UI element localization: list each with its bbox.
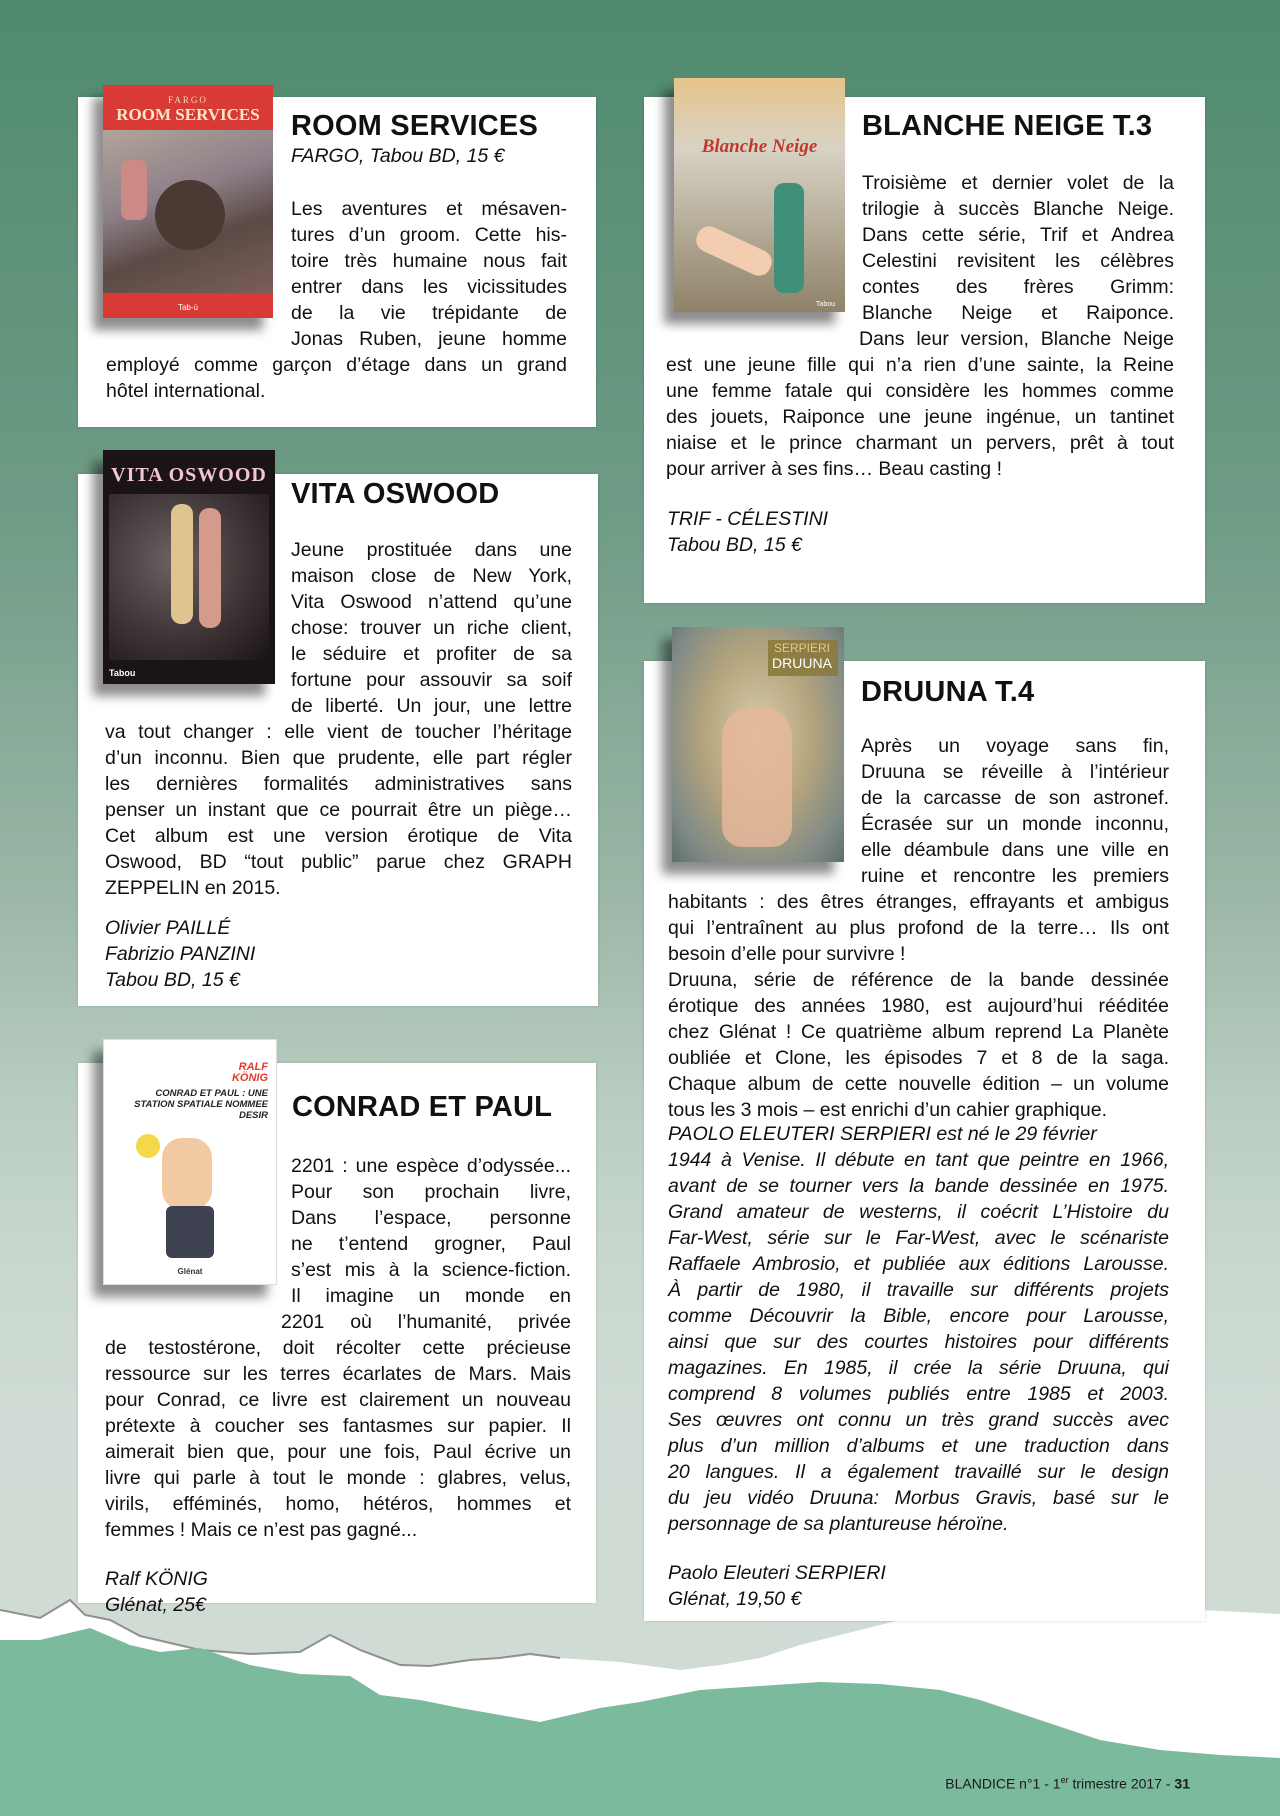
bio-line: Grand amateur de westerns, il coécrit L’Histoire du bbox=[668, 1201, 1169, 1223]
body-line: Dans l’espace, personne bbox=[291, 1207, 571, 1229]
cover-artwork bbox=[109, 494, 269, 660]
body-line: besoin d’elle pour survivre ! bbox=[668, 943, 906, 965]
body-line: une femme fatale qui considère les hommes comme bbox=[666, 380, 1174, 402]
bio-line: Raffaele Ambrosio, et publiée aux éditions Larousse. bbox=[668, 1253, 1169, 1275]
credit-author: Ralf KÖNIG bbox=[105, 1568, 208, 1590]
credit-publisher-price: Glénat, 19,50 € bbox=[668, 1588, 802, 1610]
cover-publisher-logo: Tabou bbox=[815, 301, 835, 308]
article-credits bbox=[668, 1560, 886, 1612]
cover-artwork bbox=[674, 178, 845, 312]
footer-superscript: er bbox=[1060, 1775, 1069, 1786]
bio-line: Ses œuvres ont connu un très grand succès avec bbox=[668, 1409, 1169, 1431]
body-line: toire très humaine nous fait bbox=[291, 250, 567, 272]
body-line: contes des frères Grimm: bbox=[862, 276, 1174, 298]
body-line: Il imagine un monde en bbox=[291, 1285, 571, 1307]
bio-line: 1944 à Venise. Il débute en tant que peintre en 1966, bbox=[668, 1149, 1169, 1171]
bio-line: Far-West, série sur le Far-West, avec le scénariste bbox=[668, 1227, 1169, 1249]
article-body-continued bbox=[105, 1335, 571, 1543]
cover-conrad-et-paul bbox=[103, 1039, 277, 1285]
body-line: de la carcasse de son astronef. bbox=[861, 787, 1169, 809]
article-title: CONRAD ET PAUL bbox=[292, 1091, 553, 1123]
body-line: Jonas Ruben, jeune homme bbox=[291, 328, 567, 350]
bio-line: 20 langues. Il a également travaillé sur le design bbox=[668, 1461, 1169, 1483]
body-line: Chaque album de cette nouvelle édition – un volume bbox=[668, 1073, 1169, 1095]
body-line: Les aventures et mésaven- bbox=[291, 198, 567, 220]
page-number: 31 bbox=[1174, 1776, 1190, 1792]
article-body bbox=[291, 537, 572, 719]
body-line: virils, efféminés, homo, hétéros, hommes et bbox=[105, 1493, 571, 1515]
cover-title-label: CONRAD ET PAUL : UNE STATION SPATIALE NOMMEE DESIR bbox=[134, 1088, 268, 1121]
bio-line: avant de se tourner vers la bande dessinée en 1975. bbox=[668, 1175, 1169, 1197]
body-line: pour arriver à ses fins… Beau casting ! bbox=[666, 458, 1002, 480]
body-line: livre qui parle à tout le monde : glabres, velus, bbox=[105, 1467, 571, 1489]
credit-publisher-price: Glénat, 25€ bbox=[105, 1594, 206, 1616]
article-body-indent bbox=[281, 1309, 571, 1335]
cover-title-label: VITA OSWOOD bbox=[111, 464, 267, 486]
bio-line: magazines. En 1985, il crée la série Druuna, qui bbox=[668, 1357, 1169, 1379]
body-line: Troisième et dernier volet de la bbox=[862, 172, 1174, 194]
credit-publisher-price: Tabou BD, 15 € bbox=[105, 969, 240, 991]
article-body-indent bbox=[859, 326, 1174, 352]
cover-publisher-logo: Tabou bbox=[109, 668, 136, 678]
body-line: Pour son prochain livre, bbox=[291, 1181, 571, 1203]
cover-vita-oswood bbox=[103, 450, 275, 684]
body-line: chose: trouver un riche client, bbox=[291, 617, 572, 639]
article-credits bbox=[105, 915, 255, 993]
credit-authors: TRIF - CÉLESTINI bbox=[667, 508, 829, 530]
body-line: chez Glénat ! Ce quatrième album reprend La Planète bbox=[668, 1021, 1169, 1043]
article-title: VITA OSWOOD bbox=[291, 478, 500, 510]
body-line: maison close de New York, bbox=[291, 565, 572, 587]
article-body-continued bbox=[668, 889, 1169, 1123]
page-footer bbox=[945, 1775, 1190, 1792]
body-line: Dans leur version, Blanche Neige bbox=[859, 328, 1174, 350]
cover-publisher-logo: Glénat bbox=[177, 1267, 203, 1276]
cover-publisher-logo: Tab-ù bbox=[177, 303, 198, 312]
body-line: femmes ! Mais ce n’est pas gagné... bbox=[105, 1519, 418, 1541]
cover-druuna bbox=[672, 627, 844, 862]
body-line: 2201 où l’humanité, privée bbox=[281, 1311, 571, 1333]
body-line: Celestini revisitent les célèbres bbox=[862, 250, 1174, 272]
cover-artwork bbox=[124, 1128, 234, 1258]
body-line: des jouets, Raiponce une jeune ingénue, un tantinet bbox=[666, 406, 1174, 428]
body-line: qui l’entraînent au plus profond de la terre… Ils ont bbox=[668, 917, 1169, 939]
cover-author-label: SERPIERI bbox=[773, 641, 830, 655]
body-line: 2201 : une espèce d’odyssée... bbox=[291, 1155, 571, 1177]
body-line: s’est mis à la science-fiction. bbox=[291, 1259, 571, 1281]
body-line: trilogie à succès Blanche Neige. bbox=[862, 198, 1174, 220]
article-body bbox=[291, 1153, 571, 1309]
bio-line: ainsi que sur des courtes histoires pour différents bbox=[668, 1331, 1169, 1353]
credit-author: Paolo Eleuteri SERPIERI bbox=[668, 1562, 886, 1584]
cover-title-label: ROOM SERVICES bbox=[116, 105, 260, 124]
body-line: aimerait bien que, pour une fois, Paul écrive un bbox=[105, 1441, 571, 1463]
article-body-continued bbox=[105, 719, 572, 901]
body-line: niaise et le prince charmant un pervers, prêt à tout bbox=[666, 432, 1174, 454]
body-line: hôtel international. bbox=[106, 380, 266, 402]
bio-line: du jeu vidéo Druuna: Morbus Gravis, basé sur le bbox=[668, 1487, 1169, 1509]
article-body bbox=[291, 196, 567, 352]
credit-author: Fabrizio PANZINI bbox=[105, 943, 256, 965]
body-line: de liberté. Un jour, une lettre bbox=[291, 695, 572, 717]
article-title: BLANCHE NEIGE T.3 bbox=[862, 110, 1153, 142]
cover-series-label: FARGO bbox=[168, 95, 208, 105]
credit-publisher-price: Tabou BD, 15 € bbox=[667, 534, 802, 556]
article-title: ROOM SERVICES bbox=[291, 110, 539, 142]
bio-line: PAOLO ELEUTERI SERPIERI est né le 29 février bbox=[668, 1123, 1097, 1145]
body-line: ne t’entend grogner, Paul bbox=[291, 1233, 571, 1255]
body-line: de la vie trépidante de bbox=[291, 302, 567, 324]
article-body-continued bbox=[106, 352, 567, 404]
footer-issue: trimestre 2017 - bbox=[1068, 1776, 1175, 1792]
article-title: DRUUNA T.4 bbox=[861, 676, 1035, 708]
body-line: ruine et rencontre les premiers bbox=[861, 865, 1169, 887]
body-line: Dans cette série, Trif et Andrea bbox=[862, 224, 1174, 246]
footer-magazine: BLANDICE n°1 - 1 bbox=[945, 1776, 1061, 1792]
article-body bbox=[861, 733, 1169, 889]
bio-line: comme Découvrir la Bible, encore pour Larousse, bbox=[668, 1305, 1169, 1327]
body-line: pour Conrad, ce livre est clairement un nouveau bbox=[105, 1389, 571, 1411]
article-body bbox=[862, 170, 1174, 326]
body-line: érotique des années 1980, est aujourd’hui rééditée bbox=[668, 995, 1169, 1017]
body-line: Écrasée sur un monde inconnu, bbox=[861, 813, 1169, 835]
credit-author: Olivier PAILLÉ bbox=[105, 917, 231, 939]
body-line: penser un instant que ce pourrait être un piège… bbox=[105, 799, 572, 821]
body-line: les dernières formalités administratives sans bbox=[105, 773, 572, 795]
body-line: habitants : des êtres étranges, effrayants et ambigus bbox=[668, 891, 1169, 913]
article-body-continued bbox=[666, 352, 1174, 482]
article-subtitle: FARGO, Tabou BD, 15 € bbox=[291, 145, 505, 167]
body-line: entrer dans les vicissitudes bbox=[291, 276, 567, 298]
body-line: va tout changer : elle vient de toucher l’héritage bbox=[105, 721, 572, 743]
article-credits bbox=[105, 1566, 208, 1618]
cover-blanche-neige bbox=[674, 78, 845, 312]
body-line: employé comme garçon d’étage dans un grand bbox=[106, 354, 567, 376]
body-line: Vita Oswood n’attend qu’une bbox=[291, 591, 572, 613]
bio-line: comprend 8 volumes publiés entre 1985 et 2003. bbox=[668, 1383, 1169, 1405]
body-line: Druuna se réveille à l’intérieur bbox=[861, 761, 1169, 783]
body-line: ressource sur les terres écarlates de Mars. Mais bbox=[105, 1363, 571, 1385]
body-line: est une jeune fille qui n’a rien d’une sainte, la Reine bbox=[666, 354, 1174, 376]
cover-artwork bbox=[103, 130, 273, 293]
cover-title-label: Blanche Neige bbox=[701, 136, 818, 157]
cover-artwork bbox=[722, 707, 792, 847]
author-biography bbox=[668, 1121, 1169, 1537]
body-line: elle déambule dans une ville en bbox=[861, 839, 1169, 861]
body-line: Oswood, BD “tout public” parue chez GRAPH bbox=[105, 851, 572, 873]
body-line: Après un voyage sans fin, bbox=[861, 735, 1169, 757]
body-line: fortune pour assouvir sa soif bbox=[291, 669, 572, 691]
body-line: oubliée et Clone, les épisodes 7 et 8 de la saga. bbox=[668, 1047, 1169, 1069]
body-line: Druuna, série de référence de la bande dessinée bbox=[668, 969, 1169, 991]
bio-line: À partir de 1980, il travaille sur différents projets bbox=[668, 1279, 1169, 1301]
bio-line: plus d’un million d’albums et une traduction dans bbox=[668, 1435, 1169, 1457]
body-line: Cet album est une version érotique de Vita bbox=[105, 825, 572, 847]
body-line: Blanche Neige et Raiponce. bbox=[862, 302, 1174, 324]
body-line: de testostérone, doit récolter cette précieuse bbox=[105, 1337, 571, 1359]
body-line: Jeune prostituée dans une bbox=[291, 539, 572, 561]
body-line: ZEPPELIN en 2015. bbox=[105, 877, 281, 899]
body-line: prétexte à coucher ses fantasmes sur papier. Il bbox=[105, 1415, 571, 1437]
body-line: tous les 3 mois – est enrichi d’un cahier graphique. bbox=[668, 1099, 1107, 1121]
body-line: d’un inconnu. Bien que prudente, elle part régler bbox=[105, 747, 572, 769]
cover-author-label: RALF KÖNIG bbox=[231, 1061, 268, 1084]
body-line: le séduire et profiter de sa bbox=[291, 643, 572, 665]
body-line: tures d’un groom. Cette his- bbox=[291, 224, 567, 246]
article-credits bbox=[667, 506, 828, 558]
bio-line: personnage de sa plantureuse héroïne. bbox=[668, 1513, 1009, 1535]
cover-title-label: DRUUNA bbox=[772, 655, 832, 671]
cover-room-services bbox=[103, 85, 273, 318]
